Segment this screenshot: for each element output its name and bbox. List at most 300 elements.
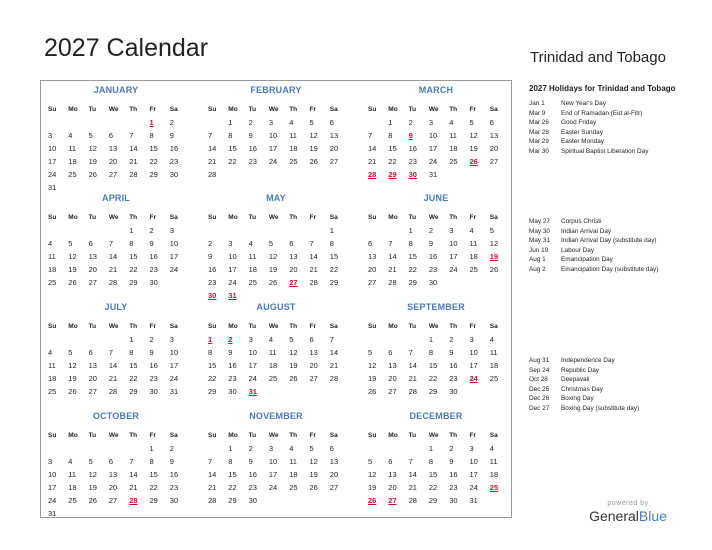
calendar-day[interactable]: 2 bbox=[169, 118, 174, 127]
calendar-day[interactable]: 1 bbox=[129, 335, 134, 344]
holiday-day[interactable]: 19 bbox=[489, 252, 499, 261]
calendar-day[interactable]: 18 bbox=[68, 157, 77, 166]
calendar-day[interactable]: 23 bbox=[169, 157, 179, 166]
calendar-day[interactable]: 9 bbox=[248, 457, 253, 466]
calendar-day[interactable]: 7 bbox=[329, 335, 334, 344]
calendar-day[interactable]: 13 bbox=[108, 470, 118, 479]
calendar-day[interactable]: 10 bbox=[48, 470, 57, 479]
calendar-day[interactable]: 23 bbox=[169, 483, 179, 492]
calendar-day[interactable]: 7 bbox=[368, 131, 373, 140]
calendar-day[interactable]: 10 bbox=[169, 239, 179, 248]
calendar-day[interactable]: 17 bbox=[469, 470, 478, 479]
calendar-day[interactable]: 1 bbox=[428, 444, 434, 453]
calendar-day[interactable]: 8 bbox=[129, 348, 134, 357]
calendar-day[interactable]: 21 bbox=[108, 265, 118, 274]
calendar-day[interactable]: 16 bbox=[149, 361, 158, 370]
calendar-day[interactable]: 25 bbox=[489, 374, 499, 383]
calendar-day[interactable]: 8 bbox=[428, 348, 434, 357]
calendar-day[interactable]: 1 bbox=[329, 226, 334, 235]
calendar-day[interactable]: 29 bbox=[329, 278, 339, 287]
calendar-day[interactable]: 11 bbox=[489, 457, 498, 466]
calendar-day[interactable]: 7 bbox=[408, 457, 413, 466]
calendar-day[interactable]: 11 bbox=[68, 144, 77, 153]
footer-brand[interactable] bbox=[583, 500, 673, 524]
calendar-day[interactable]: 12 bbox=[489, 239, 499, 248]
calendar-day[interactable]: 5 bbox=[268, 239, 274, 248]
calendar-day[interactable]: 17 bbox=[169, 361, 179, 370]
calendar-day[interactable]: 5 bbox=[289, 335, 294, 344]
calendar-day[interactable]: 14 bbox=[368, 144, 377, 153]
calendar-day[interactable]: 30 bbox=[428, 278, 438, 287]
calendar-day[interactable]: 25 bbox=[289, 483, 298, 492]
calendar-day[interactable]: 6 bbox=[88, 239, 93, 248]
calendar-day[interactable]: 9 bbox=[149, 239, 154, 248]
calendar-day[interactable]: 18 bbox=[449, 144, 458, 153]
calendar-day[interactable]: 25 bbox=[48, 278, 57, 287]
calendar-day[interactable]: 21 bbox=[108, 374, 118, 383]
calendar-day[interactable]: 15 bbox=[329, 252, 339, 261]
calendar-day[interactable]: 8 bbox=[228, 131, 233, 140]
calendar-day[interactable]: 9 bbox=[169, 457, 174, 466]
calendar-day[interactable]: 3 bbox=[469, 335, 474, 344]
calendar-day[interactable]: 28 bbox=[129, 170, 138, 179]
calendar-day[interactable]: 18 bbox=[68, 483, 77, 492]
calendar-day[interactable]: 26 bbox=[289, 374, 298, 383]
calendar-day[interactable]: 10 bbox=[169, 348, 179, 357]
calendar-day[interactable]: 6 bbox=[108, 457, 114, 466]
calendar-day[interactable]: 5 bbox=[88, 131, 93, 140]
calendar-day[interactable]: 2 bbox=[428, 226, 434, 235]
calendar-day[interactable]: 20 bbox=[388, 374, 397, 383]
calendar-day[interactable]: 27 bbox=[108, 170, 118, 179]
calendar-day[interactable]: 3 bbox=[469, 444, 474, 453]
calendar-day[interactable]: 11 bbox=[68, 470, 77, 479]
calendar-day[interactable]: 16 bbox=[169, 470, 179, 479]
calendar-day[interactable]: 20 bbox=[88, 265, 97, 274]
calendar-day[interactable]: 29 bbox=[408, 278, 417, 287]
calendar-day[interactable]: 9 bbox=[449, 457, 454, 466]
calendar-day[interactable]: 8 bbox=[129, 239, 134, 248]
calendar-day[interactable]: 30 bbox=[169, 496, 179, 505]
calendar-day[interactable]: 13 bbox=[309, 348, 318, 357]
calendar-day[interactable]: 19 bbox=[68, 265, 77, 274]
calendar-day[interactable]: 16 bbox=[449, 470, 458, 479]
calendar-day[interactable]: 25 bbox=[289, 157, 298, 166]
calendar-day[interactable]: 21 bbox=[388, 265, 397, 274]
calendar-day[interactable]: 13 bbox=[289, 252, 298, 261]
calendar-day[interactable]: 11 bbox=[248, 252, 257, 261]
calendar-day[interactable]: 12 bbox=[68, 252, 77, 261]
calendar-day[interactable]: 18 bbox=[268, 361, 278, 370]
calendar-day[interactable]: 29 bbox=[428, 387, 438, 396]
calendar-day[interactable]: 19 bbox=[88, 157, 97, 166]
calendar-day[interactable]: 1 bbox=[228, 444, 233, 453]
calendar-day[interactable]: 5 bbox=[309, 444, 314, 453]
calendar-day[interactable]: 26 bbox=[68, 387, 77, 396]
calendar-day[interactable]: 10 bbox=[228, 252, 237, 261]
calendar-day[interactable]: 15 bbox=[129, 361, 138, 370]
calendar-day[interactable]: 15 bbox=[129, 252, 138, 261]
calendar-day[interactable]: 28 bbox=[108, 387, 118, 396]
calendar-day[interactable]: 19 bbox=[289, 361, 298, 370]
calendar-day[interactable]: 4 bbox=[289, 444, 294, 453]
calendar-day[interactable]: 12 bbox=[368, 470, 377, 479]
calendar-day[interactable]: 10 bbox=[469, 348, 478, 357]
calendar-day[interactable]: 5 bbox=[368, 457, 373, 466]
calendar-day[interactable]: 27 bbox=[88, 278, 97, 287]
calendar-day[interactable]: 18 bbox=[289, 144, 298, 153]
calendar-day[interactable]: 22 bbox=[228, 157, 237, 166]
calendar-day[interactable]: 9 bbox=[228, 348, 233, 357]
calendar-day[interactable]: 22 bbox=[149, 483, 158, 492]
calendar-day[interactable]: 16 bbox=[248, 144, 257, 153]
calendar-day[interactable]: 24 bbox=[268, 157, 278, 166]
calendar-day[interactable]: 14 bbox=[208, 144, 217, 153]
calendar-day[interactable]: 5 bbox=[469, 118, 474, 127]
holiday-day[interactable]: 25 bbox=[489, 483, 499, 492]
calendar-day[interactable]: 20 bbox=[489, 144, 499, 153]
calendar-day[interactable]: 14 bbox=[329, 348, 339, 357]
calendar-day[interactable]: 15 bbox=[408, 252, 417, 261]
calendar-day[interactable]: 4 bbox=[489, 444, 494, 453]
calendar-day[interactable]: 21 bbox=[208, 483, 217, 492]
calendar-day[interactable]: 1 bbox=[149, 444, 154, 453]
calendar-day[interactable]: 14 bbox=[108, 252, 118, 261]
calendar-day[interactable]: 4 bbox=[489, 335, 494, 344]
calendar-day[interactable]: 4 bbox=[268, 335, 274, 344]
calendar-day[interactable]: 24 bbox=[428, 157, 438, 166]
calendar-day[interactable]: 12 bbox=[309, 131, 318, 140]
calendar-day[interactable]: 23 bbox=[428, 265, 438, 274]
calendar-day[interactable]: 10 bbox=[268, 131, 278, 140]
calendar-day[interactable]: 7 bbox=[309, 239, 314, 248]
calendar-day[interactable]: 13 bbox=[329, 131, 339, 140]
calendar-day[interactable]: 8 bbox=[149, 457, 154, 466]
calendar-day[interactable]: 9 bbox=[208, 252, 213, 261]
calendar-day[interactable]: 18 bbox=[489, 361, 499, 370]
calendar-day[interactable]: 25 bbox=[268, 374, 278, 383]
calendar-day[interactable]: 27 bbox=[388, 387, 397, 396]
calendar-day[interactable]: 9 bbox=[449, 348, 454, 357]
calendar-day[interactable]: 12 bbox=[88, 470, 97, 479]
calendar-day[interactable]: 17 bbox=[469, 361, 478, 370]
calendar-day[interactable]: 12 bbox=[309, 457, 318, 466]
calendar-day[interactable]: 3 bbox=[48, 131, 53, 140]
calendar-day[interactable]: 27 bbox=[309, 374, 318, 383]
calendar-day[interactable]: 1 bbox=[428, 335, 434, 344]
calendar-day[interactable]: 8 bbox=[408, 239, 413, 248]
calendar-day[interactable]: 3 bbox=[248, 335, 253, 344]
calendar-day[interactable]: 7 bbox=[129, 457, 134, 466]
calendar-day[interactable]: 13 bbox=[368, 252, 377, 261]
calendar-day[interactable]: 5 bbox=[368, 348, 373, 357]
calendar-day[interactable]: 12 bbox=[469, 131, 478, 140]
calendar-day[interactable]: 26 bbox=[309, 483, 318, 492]
calendar-day[interactable]: 10 bbox=[48, 144, 57, 153]
calendar-day[interactable]: 29 bbox=[428, 496, 438, 505]
calendar-day[interactable]: 29 bbox=[208, 387, 217, 396]
holiday-day[interactable]: 31 bbox=[228, 291, 237, 300]
calendar-day[interactable]: 3 bbox=[228, 239, 233, 248]
calendar-day[interactable]: 22 bbox=[129, 374, 138, 383]
calendar-day[interactable]: 9 bbox=[428, 239, 434, 248]
calendar-day[interactable]: 4 bbox=[48, 239, 53, 248]
calendar-day[interactable]: 23 bbox=[408, 157, 417, 166]
calendar-day[interactable]: 16 bbox=[228, 361, 237, 370]
calendar-day[interactable]: 17 bbox=[428, 144, 438, 153]
calendar-day[interactable]: 8 bbox=[388, 131, 393, 140]
calendar-day[interactable]: 25 bbox=[248, 278, 257, 287]
holiday-day[interactable]: 29 bbox=[388, 170, 397, 179]
calendar-day[interactable]: 27 bbox=[329, 483, 339, 492]
calendar-day[interactable]: 5 bbox=[68, 239, 73, 248]
calendar-day[interactable]: 6 bbox=[309, 335, 314, 344]
holiday-day[interactable]: 9 bbox=[408, 131, 413, 140]
calendar-day[interactable]: 23 bbox=[449, 483, 458, 492]
calendar-day[interactable]: 15 bbox=[208, 361, 217, 370]
holiday-day[interactable]: 31 bbox=[248, 387, 257, 396]
calendar-day[interactable]: 21 bbox=[329, 361, 339, 370]
calendar-day[interactable]: 23 bbox=[208, 278, 217, 287]
calendar-day[interactable]: 4 bbox=[449, 118, 454, 127]
calendar-day[interactable]: 2 bbox=[248, 118, 253, 127]
calendar-day[interactable]: 2 bbox=[149, 226, 154, 235]
calendar-day[interactable]: 9 bbox=[169, 131, 174, 140]
calendar-day[interactable]: 24 bbox=[449, 265, 458, 274]
calendar-day[interactable]: 26 bbox=[368, 387, 377, 396]
calendar-day[interactable]: 22 bbox=[408, 265, 417, 274]
calendar-day[interactable]: 30 bbox=[228, 387, 237, 396]
calendar-day[interactable]: 16 bbox=[428, 252, 438, 261]
calendar-day[interactable]: 22 bbox=[208, 374, 217, 383]
calendar-day[interactable]: 27 bbox=[108, 496, 118, 505]
calendar-day[interactable]: 22 bbox=[428, 374, 438, 383]
calendar-day[interactable]: 22 bbox=[228, 483, 237, 492]
calendar-day[interactable]: 11 bbox=[449, 131, 457, 140]
calendar-day[interactable]: 16 bbox=[208, 265, 217, 274]
calendar-day[interactable]: 6 bbox=[329, 118, 334, 127]
holiday-day[interactable]: 26 bbox=[469, 157, 478, 166]
calendar-day[interactable]: 6 bbox=[489, 118, 494, 127]
calendar-day[interactable]: 8 bbox=[228, 457, 233, 466]
calendar-day[interactable]: 2 bbox=[208, 239, 213, 248]
calendar-day[interactable]: 14 bbox=[129, 470, 138, 479]
calendar-day[interactable]: 17 bbox=[169, 252, 179, 261]
calendar-day[interactable]: 30 bbox=[248, 496, 257, 505]
calendar-day[interactable]: 11 bbox=[289, 457, 297, 466]
calendar-day[interactable]: 6 bbox=[368, 239, 373, 248]
calendar-day[interactable]: 18 bbox=[48, 265, 57, 274]
holiday-day[interactable]: 28 bbox=[368, 170, 377, 179]
holiday-day[interactable]: 28 bbox=[129, 496, 138, 505]
calendar-day[interactable]: 14 bbox=[408, 470, 417, 479]
calendar-day[interactable]: 1 bbox=[388, 118, 393, 127]
calendar-day[interactable]: 25 bbox=[449, 157, 458, 166]
calendar-day[interactable]: 16 bbox=[149, 252, 158, 261]
calendar-day[interactable]: 2 bbox=[449, 444, 454, 453]
calendar-day[interactable]: 15 bbox=[149, 470, 158, 479]
calendar-day[interactable]: 8 bbox=[329, 239, 334, 248]
calendar-day[interactable]: 10 bbox=[449, 239, 458, 248]
calendar-day[interactable]: 23 bbox=[248, 483, 257, 492]
calendar-day[interactable]: 23 bbox=[228, 374, 237, 383]
calendar-day[interactable]: 22 bbox=[329, 265, 339, 274]
calendar-day[interactable]: 6 bbox=[388, 457, 393, 466]
calendar-day[interactable]: 10 bbox=[428, 131, 438, 140]
calendar-day[interactable]: 1 bbox=[129, 226, 134, 235]
calendar-day[interactable]: 15 bbox=[428, 470, 438, 479]
calendar-day[interactable]: 28 bbox=[309, 278, 318, 287]
holiday-day[interactable]: 27 bbox=[388, 496, 397, 505]
calendar-day[interactable]: 3 bbox=[169, 226, 174, 235]
calendar-day[interactable]: 19 bbox=[469, 144, 478, 153]
calendar-day[interactable]: 5 bbox=[68, 348, 73, 357]
calendar-day[interactable]: 6 bbox=[108, 131, 114, 140]
calendar-day[interactable]: 15 bbox=[388, 144, 397, 153]
calendar-day[interactable]: 16 bbox=[169, 144, 179, 153]
calendar-day[interactable]: 12 bbox=[268, 252, 278, 261]
calendar-day[interactable]: 11 bbox=[469, 239, 478, 248]
calendar-day[interactable]: 17 bbox=[449, 252, 458, 261]
calendar-day[interactable]: 18 bbox=[289, 470, 298, 479]
calendar-day[interactable]: 13 bbox=[329, 457, 339, 466]
calendar-day[interactable]: 5 bbox=[88, 457, 93, 466]
calendar-day[interactable]: 30 bbox=[169, 170, 179, 179]
calendar-day[interactable]: 28 bbox=[108, 278, 118, 287]
calendar-day[interactable]: 11 bbox=[268, 348, 277, 357]
calendar-day[interactable]: 17 bbox=[268, 470, 278, 479]
calendar-day[interactable]: 2 bbox=[149, 335, 154, 344]
calendar-day[interactable]: 6 bbox=[329, 444, 334, 453]
calendar-day[interactable]: 7 bbox=[408, 348, 413, 357]
calendar-day[interactable]: 15 bbox=[228, 144, 237, 153]
calendar-day[interactable]: 22 bbox=[129, 265, 138, 274]
calendar-day[interactable]: 4 bbox=[68, 457, 73, 466]
calendar-day[interactable]: 24 bbox=[268, 483, 278, 492]
holiday-day[interactable]: 30 bbox=[408, 170, 417, 179]
calendar-day[interactable]: 25 bbox=[48, 387, 57, 396]
calendar-day[interactable]: 17 bbox=[248, 361, 257, 370]
calendar-day[interactable]: 24 bbox=[48, 496, 57, 505]
calendar-day[interactable]: 11 bbox=[48, 361, 56, 370]
calendar-day[interactable]: 24 bbox=[248, 374, 257, 383]
calendar-day[interactable]: 2 bbox=[169, 444, 174, 453]
calendar-day[interactable]: 10 bbox=[268, 457, 278, 466]
calendar-day[interactable]: 1 bbox=[408, 226, 413, 235]
calendar-day[interactable]: 12 bbox=[88, 144, 97, 153]
calendar-day[interactable]: 10 bbox=[469, 457, 478, 466]
calendar-day[interactable]: 21 bbox=[309, 265, 318, 274]
calendar-day[interactable]: 20 bbox=[388, 483, 397, 492]
calendar-day[interactable]: 23 bbox=[248, 157, 257, 166]
calendar-day[interactable]: 7 bbox=[388, 239, 393, 248]
calendar-day[interactable]: 14 bbox=[129, 144, 138, 153]
calendar-day[interactable]: 29 bbox=[228, 496, 237, 505]
calendar-day[interactable]: 28 bbox=[388, 278, 397, 287]
calendar-day[interactable]: 24 bbox=[169, 265, 179, 274]
calendar-day[interactable]: 26 bbox=[489, 265, 499, 274]
calendar-day[interactable]: 30 bbox=[149, 387, 158, 396]
calendar-day[interactable]: 24 bbox=[48, 170, 57, 179]
calendar-day[interactable]: 13 bbox=[88, 361, 97, 370]
calendar-day[interactable]: 28 bbox=[329, 374, 339, 383]
holiday-day[interactable]: 1 bbox=[208, 335, 213, 344]
calendar-day[interactable]: 18 bbox=[469, 252, 478, 261]
calendar-day[interactable]: 14 bbox=[208, 470, 217, 479]
calendar-day[interactable]: 17 bbox=[48, 483, 57, 492]
calendar-day[interactable]: 17 bbox=[268, 144, 278, 153]
calendar-day[interactable]: 19 bbox=[268, 265, 278, 274]
calendar-day[interactable]: 19 bbox=[309, 144, 318, 153]
calendar-day[interactable]: 12 bbox=[68, 361, 77, 370]
calendar-day[interactable]: 22 bbox=[149, 157, 158, 166]
calendar-day[interactable]: 4 bbox=[469, 226, 474, 235]
calendar-day[interactable]: 20 bbox=[88, 374, 97, 383]
calendar-day[interactable]: 6 bbox=[289, 239, 294, 248]
calendar-day[interactable]: 26 bbox=[88, 496, 97, 505]
calendar-day[interactable]: 19 bbox=[68, 374, 77, 383]
holiday-day[interactable]: 26 bbox=[368, 496, 377, 505]
calendar-day[interactable]: 7 bbox=[129, 131, 134, 140]
calendar-day[interactable]: 31 bbox=[48, 509, 57, 518]
calendar-day[interactable]: 20 bbox=[309, 361, 318, 370]
calendar-day[interactable]: 30 bbox=[449, 496, 458, 505]
calendar-day[interactable]: 21 bbox=[368, 157, 377, 166]
calendar-day[interactable]: 19 bbox=[368, 374, 377, 383]
calendar-day[interactable]: 4 bbox=[248, 239, 253, 248]
calendar-day[interactable]: 4 bbox=[68, 131, 73, 140]
calendar-day[interactable]: 20 bbox=[329, 470, 339, 479]
calendar-day[interactable]: 27 bbox=[368, 278, 377, 287]
calendar-day[interactable]: 27 bbox=[88, 387, 97, 396]
calendar-day[interactable]: 13 bbox=[388, 361, 397, 370]
calendar-day[interactable]: 2 bbox=[248, 444, 253, 453]
calendar-day[interactable]: 25 bbox=[469, 265, 478, 274]
calendar-day[interactable]: 9 bbox=[149, 348, 154, 357]
calendar-day[interactable]: 14 bbox=[309, 252, 318, 261]
calendar-day[interactable]: 31 bbox=[469, 496, 478, 505]
calendar-day[interactable]: 19 bbox=[309, 470, 318, 479]
calendar-day[interactable]: 16 bbox=[449, 361, 458, 370]
calendar-day[interactable]: 25 bbox=[68, 496, 77, 505]
calendar-day[interactable]: 21 bbox=[408, 374, 417, 383]
calendar-day[interactable]: 28 bbox=[408, 387, 417, 396]
calendar-day[interactable]: 27 bbox=[329, 157, 339, 166]
calendar-day[interactable]: 3 bbox=[268, 444, 274, 453]
calendar-day[interactable]: 15 bbox=[228, 470, 237, 479]
calendar-day[interactable]: 8 bbox=[149, 131, 154, 140]
calendar-day[interactable]: 6 bbox=[88, 348, 93, 357]
calendar-day[interactable]: 22 bbox=[428, 483, 438, 492]
calendar-day[interactable]: 26 bbox=[268, 278, 278, 287]
calendar-day[interactable]: 20 bbox=[368, 265, 377, 274]
calendar-day[interactable]: 18 bbox=[248, 265, 257, 274]
calendar-day[interactable]: 29 bbox=[149, 496, 158, 505]
calendar-day[interactable]: 5 bbox=[489, 226, 494, 235]
calendar-day[interactable]: 6 bbox=[388, 348, 393, 357]
calendar-day[interactable]: 29 bbox=[149, 170, 158, 179]
calendar-day[interactable]: 26 bbox=[88, 170, 97, 179]
calendar-day[interactable]: 31 bbox=[48, 183, 57, 192]
calendar-day[interactable]: 4 bbox=[289, 118, 294, 127]
calendar-day[interactable]: 13 bbox=[489, 131, 499, 140]
calendar-day[interactable]: 30 bbox=[449, 387, 458, 396]
calendar-day[interactable]: 3 bbox=[428, 118, 434, 127]
calendar-day[interactable]: 24 bbox=[169, 374, 179, 383]
holiday-day[interactable]: 24 bbox=[469, 374, 478, 383]
calendar-day[interactable]: 18 bbox=[489, 470, 499, 479]
calendar-day[interactable]: 24 bbox=[469, 483, 478, 492]
